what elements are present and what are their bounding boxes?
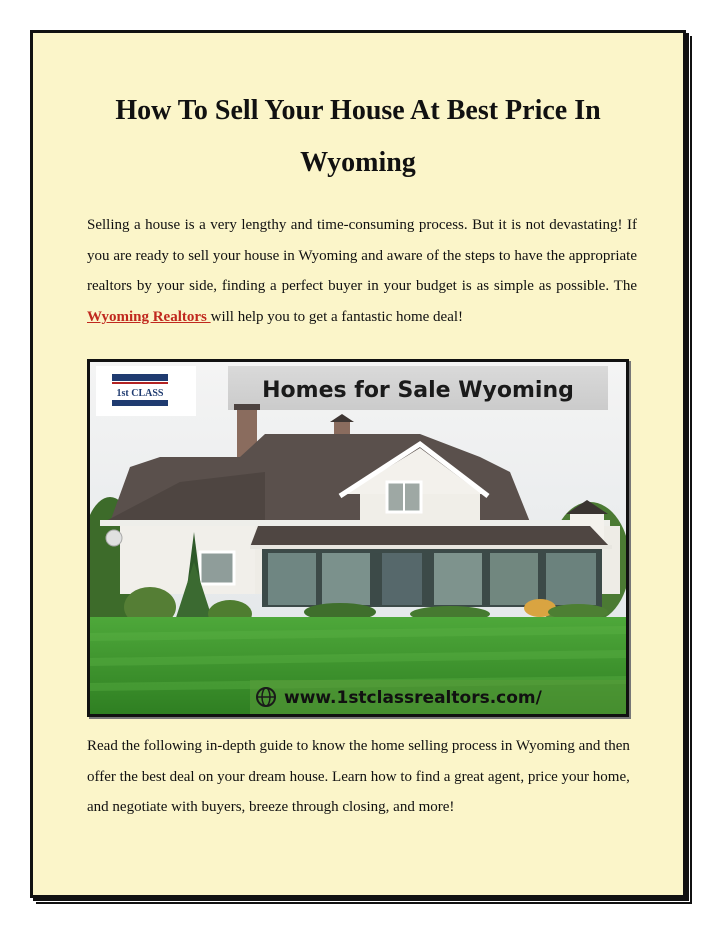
- intro-text-start: Selling a house is a very lengthy and time-consuming process. But it is not devastating! If you are ready to sell your house in Wyoming and aware of the steps to have the appropriate realtors by your side, finding a perfect buyer in your budget is as simple as possible. The: [87, 217, 637, 295]
- title-line-2: Wyoming: [300, 147, 416, 178]
- company-logo: [96, 366, 196, 416]
- document-page: [30, 30, 686, 898]
- house-photo: [87, 359, 629, 717]
- page-title: [33, 85, 683, 189]
- banner-heading: Homes for Sale Wyoming: [262, 378, 574, 403]
- intro-paragraph: [87, 210, 637, 332]
- closing-paragraph: Read the following in-depth guide to know the home selling process in Wyoming and then offer the best deal on your dream house. Learn how to find a great agent, price your home, and negotiate with buyers, breeze through closing, and more!: [87, 738, 630, 816]
- logo-text: 1st CLASS: [116, 388, 164, 399]
- wyoming-realtors-link[interactable]: Wyoming Realtors: [87, 308, 211, 325]
- website-url: www.1stclassrealtors.com/: [284, 688, 542, 708]
- title-line-1: How To Sell Your House At Best Price In: [115, 95, 601, 126]
- intro-text-end: will help you to get a fantastic home deal!: [210, 308, 464, 325]
